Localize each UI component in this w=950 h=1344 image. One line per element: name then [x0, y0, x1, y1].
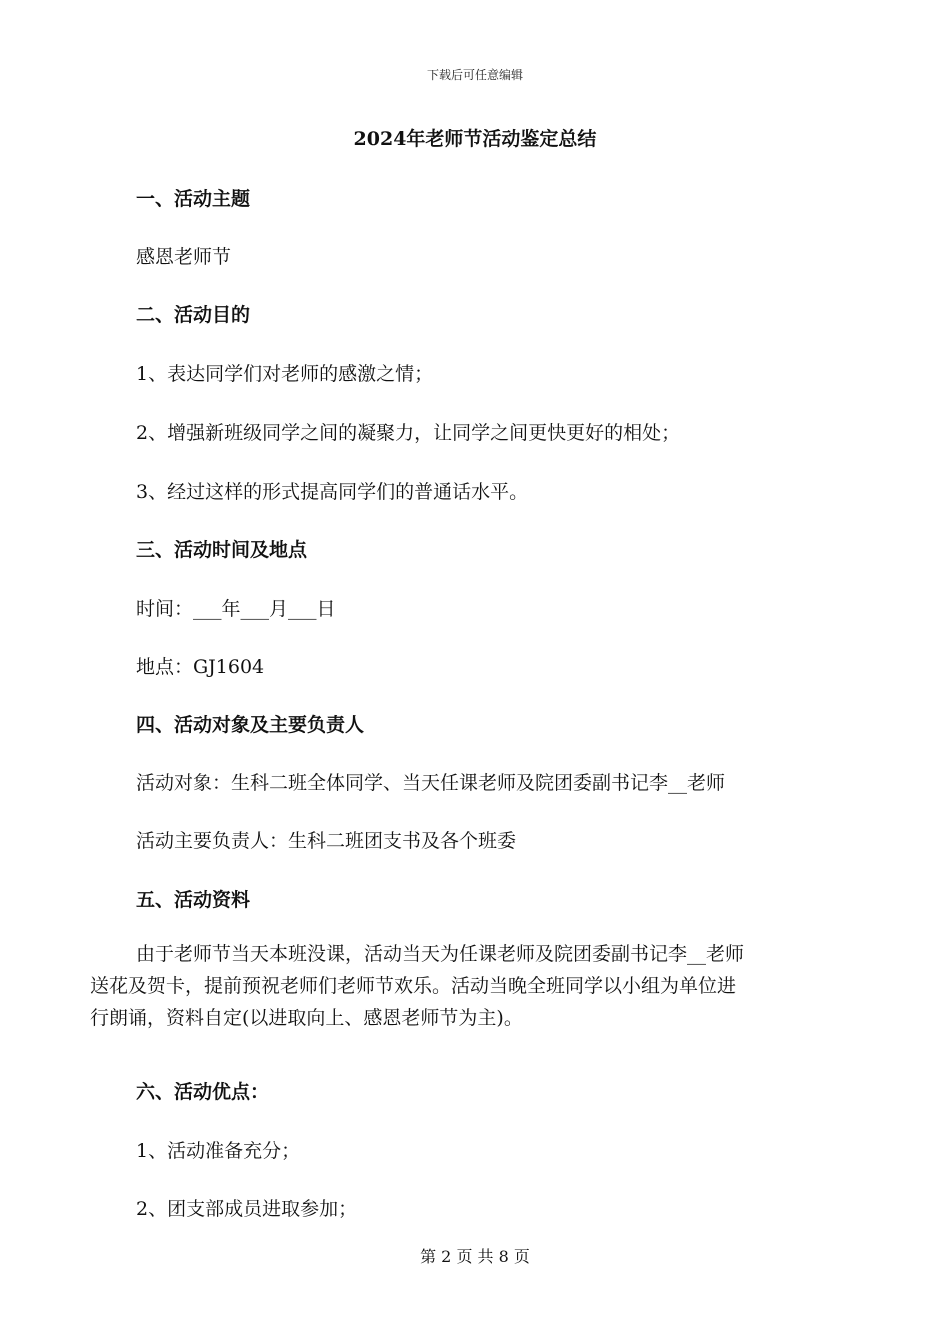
purpose-item-2: 2、增强新班级同学之间的凝聚力，让同学之间更快更好的相处；	[136, 422, 681, 444]
content-paragraph-line-3: 行朗诵，资料自定(以进取向上、感恩老师节为主)。	[90, 1007, 523, 1029]
purpose-item-3: 3、经过这样的形式提高同学们的普通话水平。	[136, 481, 529, 503]
merit-item-2: 2、团支部成员进取参加；	[136, 1198, 358, 1220]
time-text: 时间：___年___月___日	[136, 598, 336, 620]
page-number-footer: 第 2 页 共 8 页	[420, 1247, 530, 1266]
section-heading-theme: 一、活动主题	[136, 188, 251, 210]
content-paragraph	[90, 938, 854, 1034]
section-heading-participants: 四、活动对象及主要负责人	[136, 714, 365, 736]
theme-text: 感恩老师节	[136, 246, 232, 268]
page-header-note: 下载后可任意编辑	[426, 68, 523, 82]
section-heading-content: 五、活动资料	[136, 889, 251, 911]
participants-text: 活动对象：生科二班全体同学、当天任课老师及院团委副书记李__老师	[136, 772, 726, 794]
section-heading-merits: 六、活动优点：	[136, 1081, 270, 1103]
purpose-item-1: 1、表达同学们对老师的感激之情；	[136, 363, 434, 385]
place-text: 地点：GJ1604	[136, 656, 265, 678]
content-paragraph-line-1: 由于老师节当天本班没课，活动当天为任课老师及院团委副书记李__老师	[136, 943, 745, 965]
merit-item-1: 1、活动准备充分；	[136, 1140, 301, 1162]
leader-text: 活动主要负责人：生科二班团支书及各个班委	[136, 830, 517, 852]
document-title: 2024年老师节活动鉴定总结	[353, 128, 597, 150]
section-heading-purpose: 二、活动目的	[136, 304, 251, 326]
section-heading-time-place: 三、活动时间及地点	[136, 539, 308, 561]
content-paragraph-line-2: 送花及贺卡，提前预祝老师们老师节欢乐。活动当晚全班同学以小组为单位进	[90, 975, 737, 997]
